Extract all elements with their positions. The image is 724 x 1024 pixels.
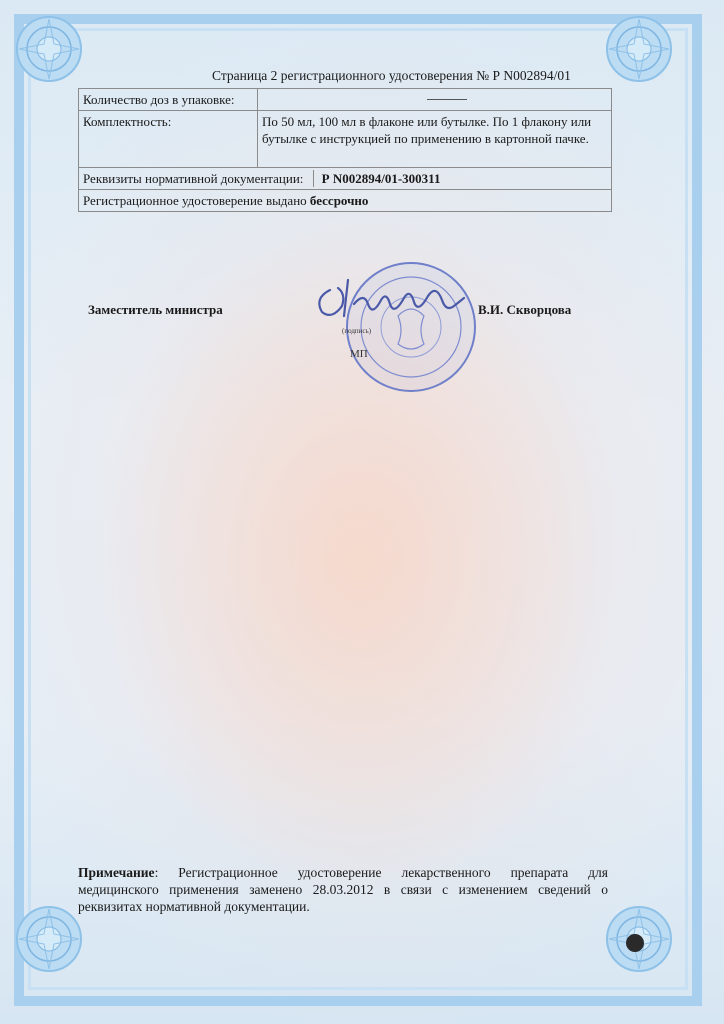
row-label: Количество доз в упаковке: [79, 89, 258, 111]
hole-punch-mark [626, 934, 644, 952]
row-value: Р N002894/01-300311 [313, 170, 441, 187]
issued-prefix: Регистрационное удостоверение выдано [83, 193, 307, 208]
page-header: Страница 2 регистрационного удостоверения № Р N002894/01 [212, 68, 571, 83]
empty-value-dash [427, 99, 467, 100]
table-row [79, 89, 612, 111]
note-text: : Регистрационное удостоверение лекарственного препарата для медицинского применения заменено 28.03.2012 в связи с изменением сведений о реквизитах нормативной документации. [78, 865, 608, 914]
signature-scribble [308, 268, 470, 330]
table-row [79, 111, 612, 168]
note-label: Примечание [78, 865, 155, 880]
table-row [79, 190, 612, 212]
footnote [78, 864, 608, 915]
signer-position: Заместитель министра [88, 302, 223, 317]
row-value: По 50 мл, 100 мл в флаконе или бутылке. По 1 флакону или бутылке с инструкцией по применению в картонной пачке. [258, 111, 612, 168]
corner-rosette-icon [14, 14, 84, 84]
table-row [79, 168, 612, 190]
corner-rosette-icon [14, 904, 84, 974]
signer-name: В.И. Скворцова [478, 302, 572, 317]
row-value [258, 89, 612, 111]
corner-rosette-icon [604, 14, 674, 84]
row-label: Реквизиты нормативной документации: [83, 171, 304, 186]
issued-value: бессрочно [309, 193, 369, 208]
signature-caption: (подпись) [342, 327, 372, 335]
row-combined [79, 168, 612, 190]
issued-row [79, 190, 612, 212]
details-table [78, 88, 612, 212]
stamp-label: МП [350, 348, 368, 360]
row-label: Комплектность: [79, 111, 258, 168]
